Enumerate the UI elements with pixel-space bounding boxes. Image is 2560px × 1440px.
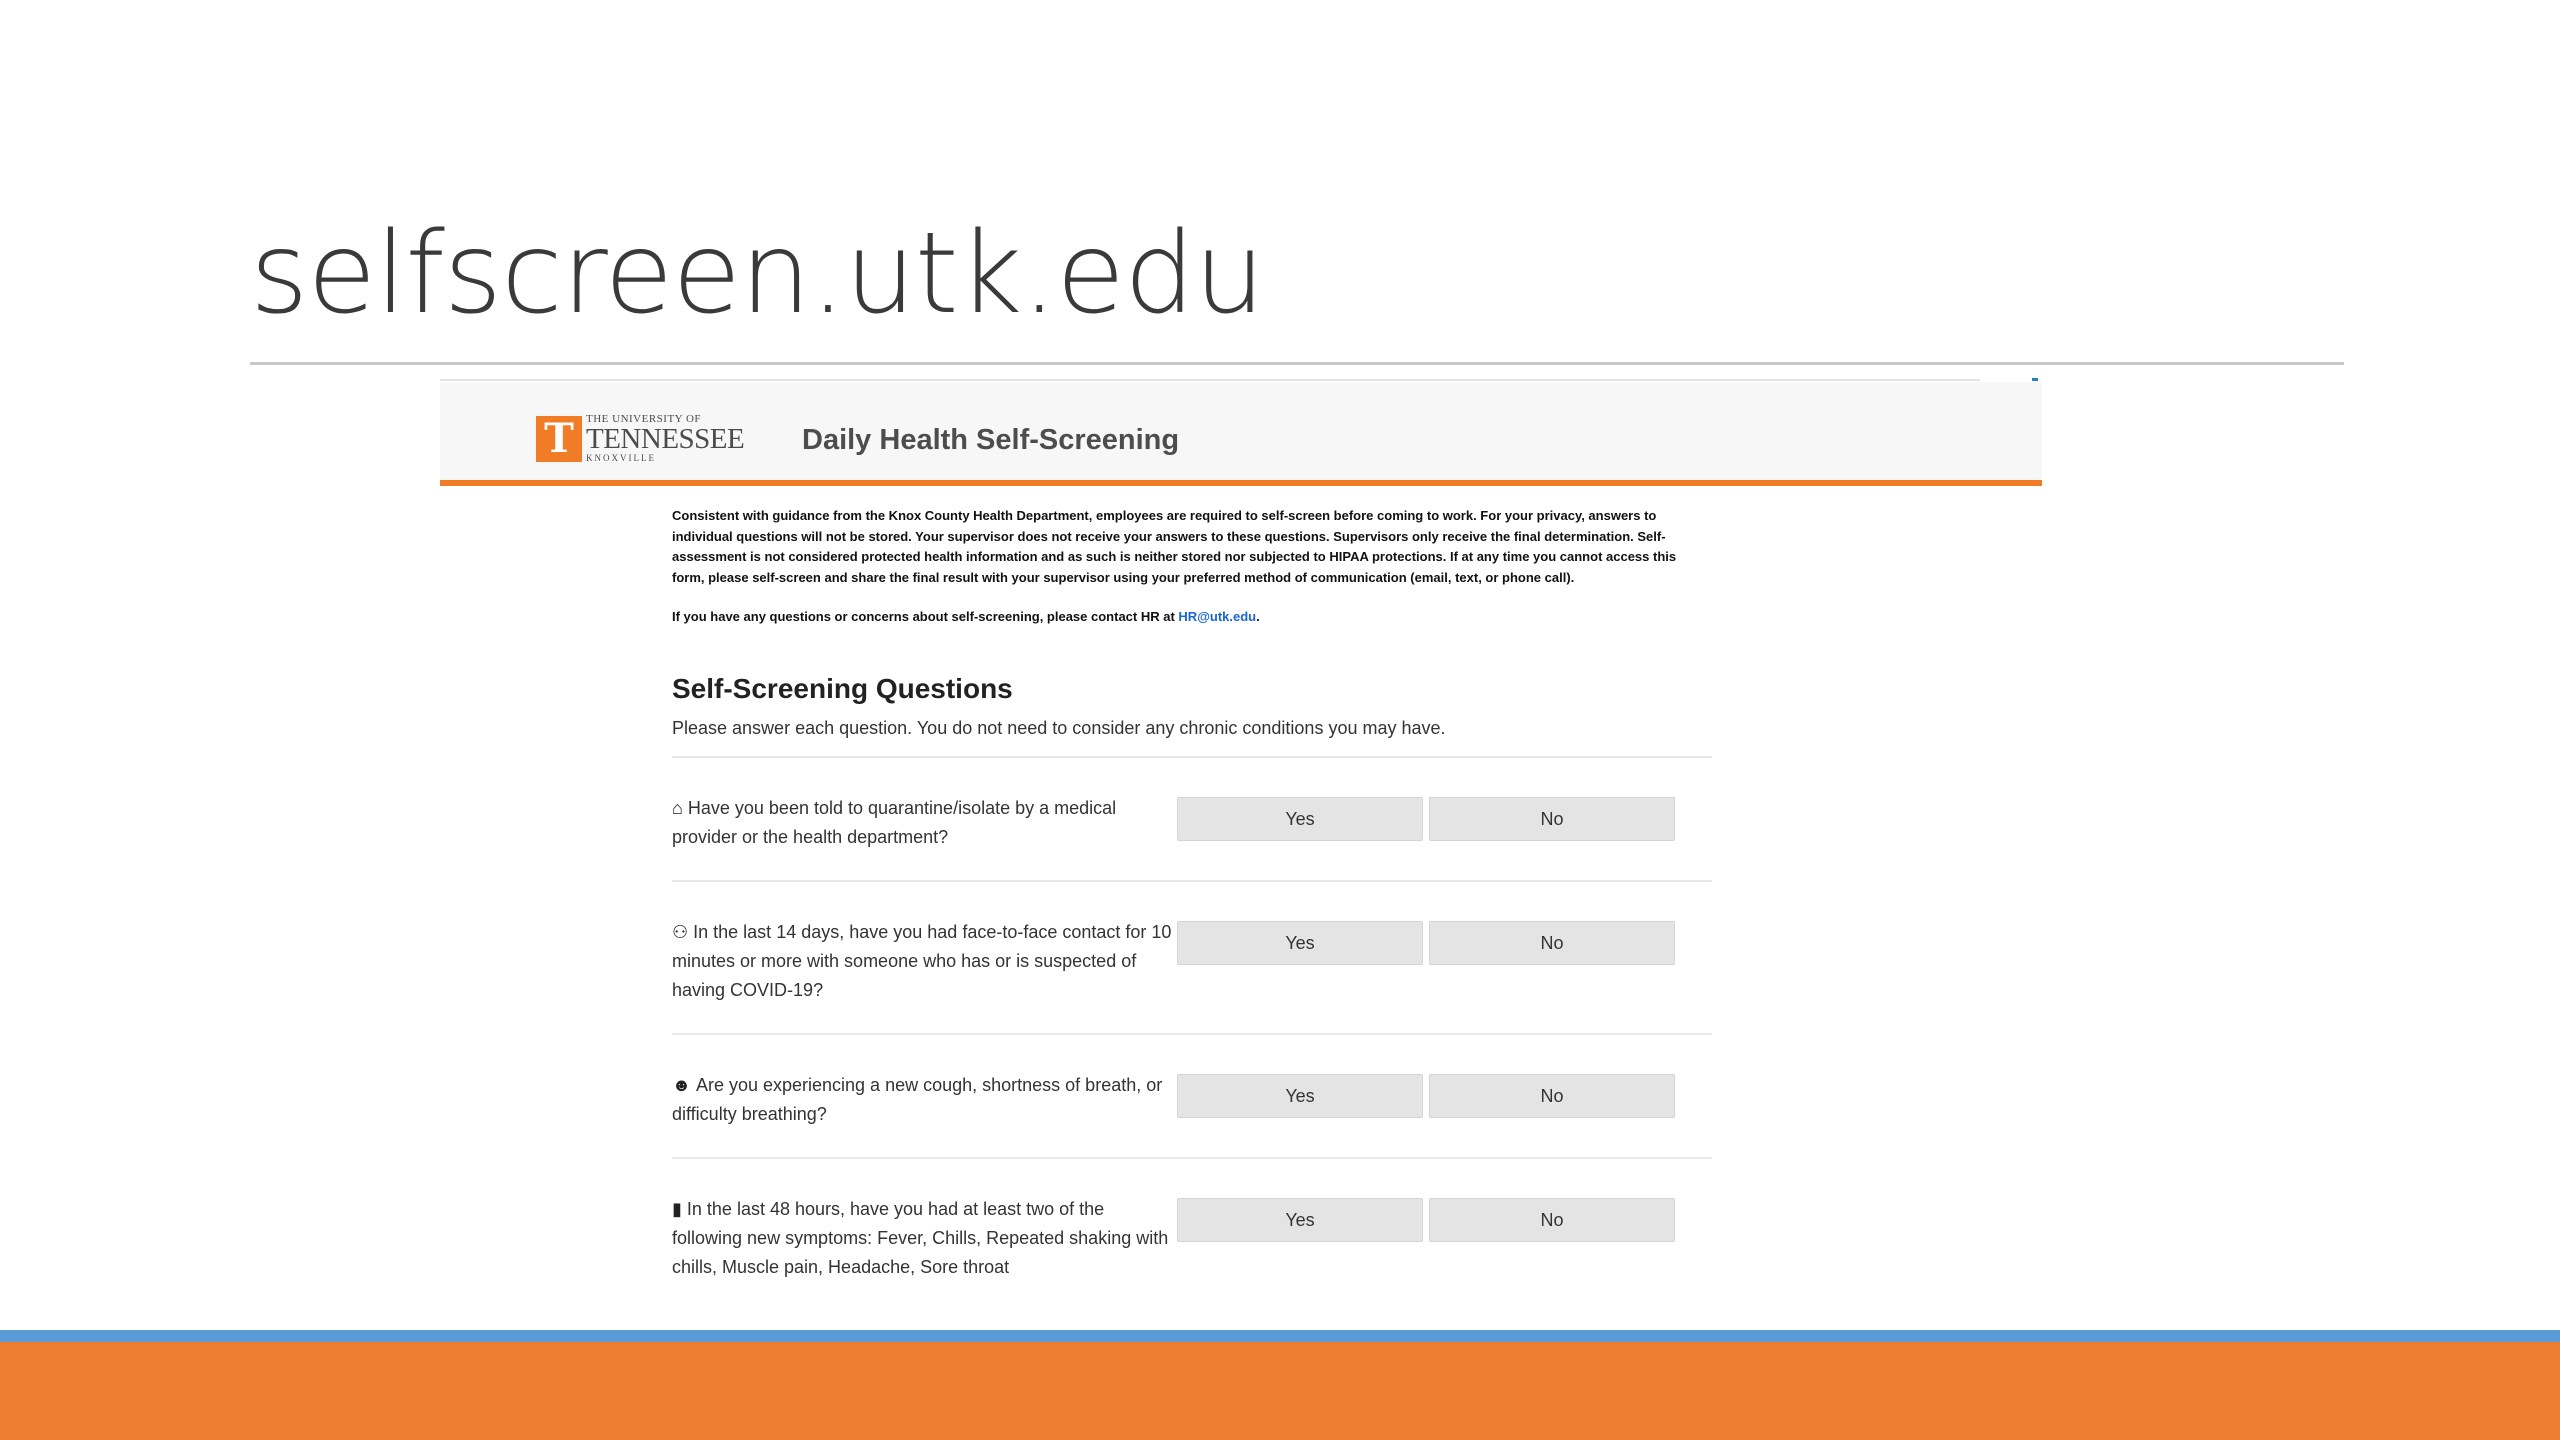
question-row-symptoms — [672, 1159, 1712, 1292]
logo-line-knoxville: KNOXVILLE — [586, 453, 656, 463]
question-row-cough — [672, 1035, 1712, 1159]
question-label: Are you experiencing a new cough, shortness of breath, or difficulty breathing? — [672, 1075, 1163, 1124]
slide-title: selfscreen.utk.edu — [250, 209, 1265, 339]
intro-paragraph: Consistent with guidance from the Knox County Health Department, employees are required to self-screen before coming to work. For your privacy, answers to individual questions will not be stored. Your supervisor does not receive your answers to these questions. Supervisors only receive the final determination. Self-assessment is not considered protected health information and as such is neither stored nor subjected to HIPAA protections. If at any time you cannot access this form, please self-screen and share the final result with your supervisor using your preferred method of communication (email, text, or phone call). — [672, 508, 1677, 585]
contact-text: If you have any questions or concerns about self-screening, please contact HR at — [672, 609, 1179, 624]
browser-corner-mark — [2032, 378, 2038, 381]
question-row-quarantine — [672, 758, 1712, 882]
question-label: In the last 48 hours, have you had at least two of the following new symptoms: Fever, Chills, Repeated shaking with chills, Muscle pain, Headache, Sore throat — [672, 1199, 1169, 1277]
contact-period: . — [1256, 609, 1260, 624]
question-list — [672, 756, 1712, 1292]
question-text — [672, 1071, 1177, 1129]
section-description: Please answer each question. You do not need to consider any chronic conditions you may have. — [672, 718, 1446, 738]
logo-wordmark — [586, 414, 744, 463]
page-title: Daily Health Self-Screening — [802, 424, 1180, 456]
yes-button[interactable]: Yes — [1177, 1198, 1423, 1242]
no-button[interactable]: No — [1429, 797, 1675, 841]
main-content — [672, 506, 1712, 1292]
logo-line-university: THE UNIVERSITY OF — [586, 413, 702, 425]
hr-email-link[interactable]: HR@utk.edu — [1178, 609, 1257, 624]
thermometer-icon: ▮ — [672, 1199, 682, 1219]
section-title: Self-Screening Questions — [672, 673, 1013, 704]
house-icon: ⌂ — [672, 798, 683, 818]
answer-buttons — [1177, 1198, 1675, 1242]
yes-button[interactable]: Yes — [1177, 797, 1423, 841]
power-t-icon: T — [536, 416, 582, 462]
answer-buttons — [1177, 921, 1675, 965]
contact-line — [672, 609, 1712, 624]
people-icon: ⚇ — [672, 922, 689, 942]
question-text — [672, 794, 1177, 852]
title-divider — [250, 362, 2344, 365]
no-button[interactable]: No — [1429, 921, 1675, 965]
screenshot-frame — [440, 378, 2042, 1292]
yes-button[interactable]: Yes — [1177, 1074, 1423, 1118]
no-button[interactable]: No — [1429, 1198, 1675, 1242]
utk-logo[interactable] — [536, 414, 744, 463]
no-button[interactable]: No — [1429, 1074, 1675, 1118]
footer-orange-band — [0, 1342, 2560, 1440]
site-header — [440, 382, 2042, 486]
question-row-contact — [672, 882, 1712, 1035]
yes-button[interactable]: Yes — [1177, 921, 1423, 965]
question-text — [672, 1195, 1177, 1282]
question-label: In the last 14 days, have you had face-to-face contact for 10 minutes or more with someone who has or is suspected of having COVID-19? — [672, 922, 1172, 1000]
answer-buttons — [1177, 1074, 1675, 1118]
logo-line-tennessee: TENNESSEE — [586, 423, 745, 455]
answer-buttons — [1177, 797, 1675, 841]
question-text — [672, 918, 1177, 1005]
footer-blue-band — [0, 1330, 2560, 1342]
browser-edge-line — [440, 379, 1980, 381]
question-label: Have you been told to quarantine/isolate by a medical provider or the health department? — [672, 798, 1117, 847]
cough-icon: ☻ — [672, 1075, 691, 1095]
